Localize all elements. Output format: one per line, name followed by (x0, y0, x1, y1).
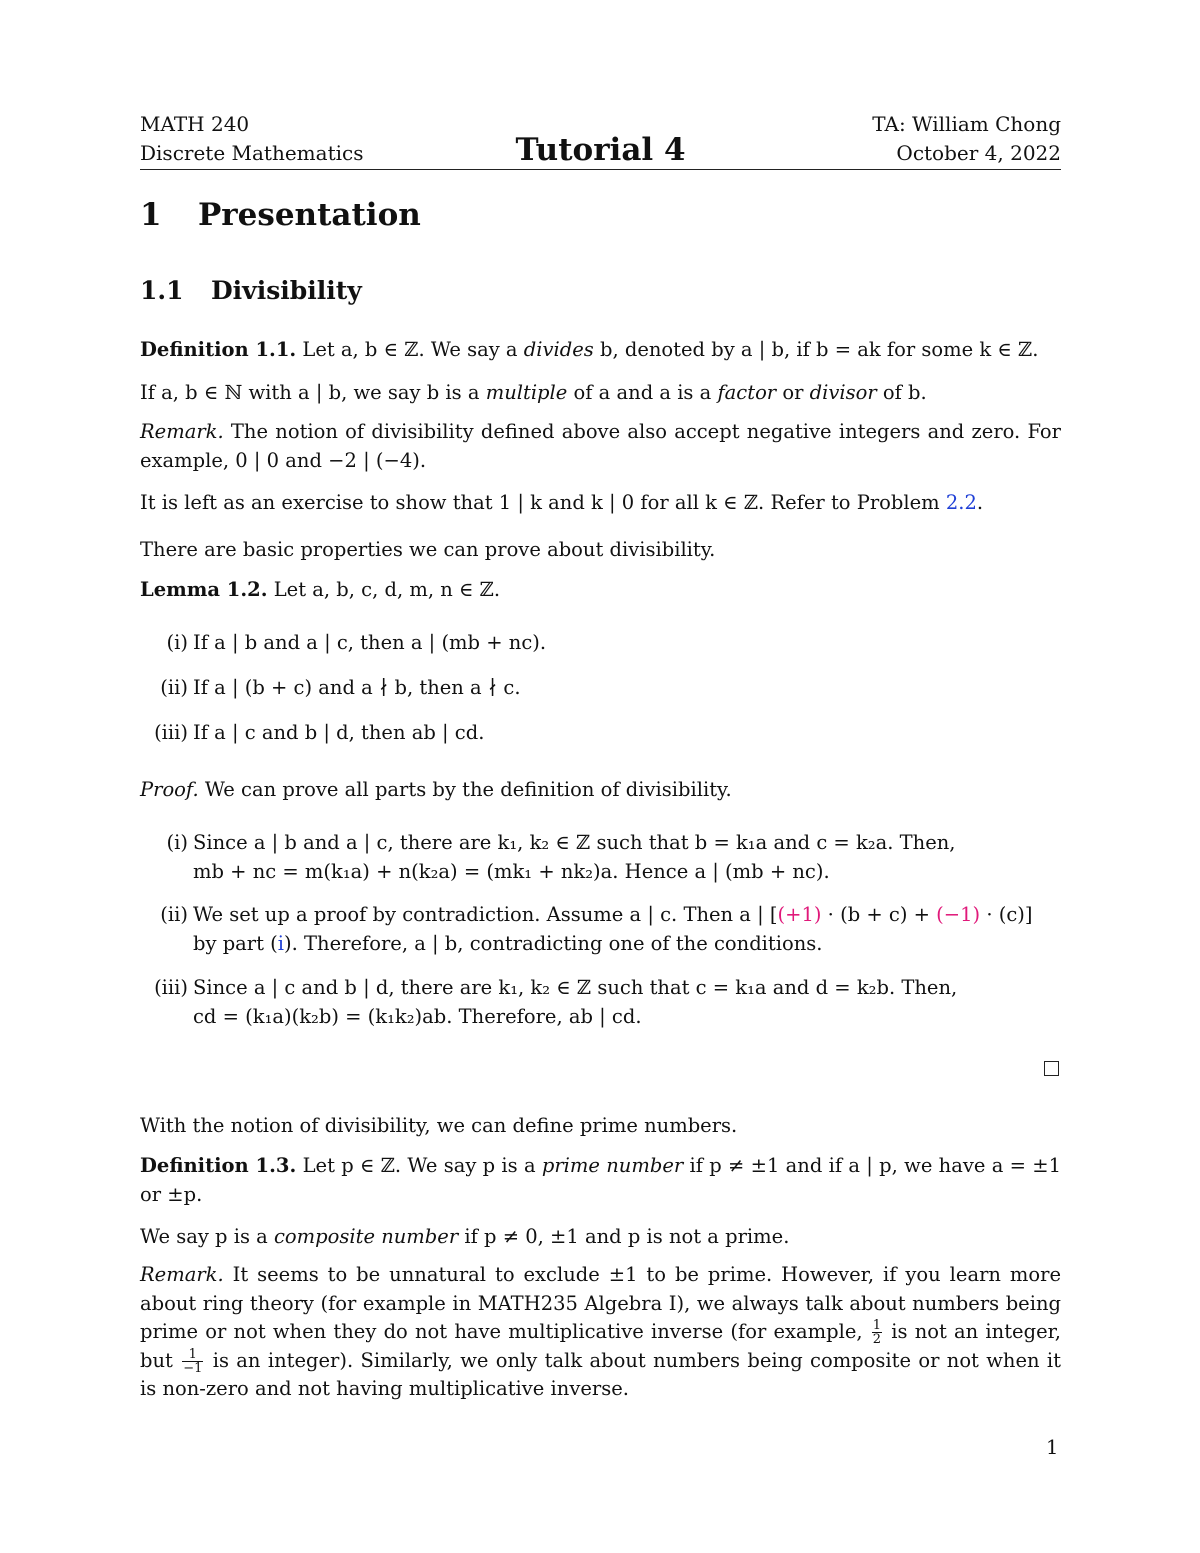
item-label: (i) (166, 631, 188, 654)
remark-1 (140, 418, 1061, 475)
term-divisor: divisor (809, 381, 877, 404)
item-line: Since a | b and a | c, there are k₁, k₂ ∈ ℤ such that b = k₁a and c = k₂a. Then, (193, 831, 956, 854)
remark-label: Remark. (140, 1263, 224, 1286)
text: of b. (876, 381, 927, 404)
fraction-numerator: 1 (182, 1348, 203, 1362)
term-factor: factor (717, 381, 777, 404)
qed-square-icon (1044, 1061, 1059, 1076)
remark-text: The notion of divisibility defined above also accept negative integers and zero. For example, 0 | 0 and −2 | (−4). (140, 420, 1061, 472)
text: or (776, 381, 810, 404)
text: · (c)] (980, 903, 1033, 926)
section-title: Presentation (198, 197, 421, 233)
term-composite: composite number (274, 1225, 459, 1248)
text: if p ≠ 0, ±1 and p is not a prime. (458, 1225, 790, 1248)
part-reference-link[interactable]: i (277, 932, 285, 955)
item-text: If a | (b + c) and a ∤ b, then a ∤ c. (193, 676, 521, 699)
lemma-label: Lemma 1.2. (140, 578, 268, 601)
definition-label: Definition 1.3. (140, 1154, 297, 1177)
proof-intro (140, 776, 1061, 805)
item-label: (i) (166, 831, 188, 854)
proof-item (140, 829, 1061, 887)
definition-text: b, denoted by a | b, if b = ak for some k ∈ ℤ. (593, 338, 1039, 361)
item-text: If a | c and b | d, then ab | cd. (193, 721, 485, 744)
text: ). Therefore, a | b, contradicting one of the conditions. (284, 932, 823, 955)
coefficient-plus-one: (+1) (777, 903, 822, 926)
definition-term: prime number (541, 1154, 684, 1177)
definition-label: Definition 1.1. (140, 338, 297, 361)
subsection-number: 1.1 (140, 276, 184, 305)
proof-item (140, 901, 1061, 959)
item-label: (ii) (160, 903, 188, 926)
item-line (193, 930, 1061, 959)
text: It is left as an exercise to show that 1 | k and k | 0 for all k ∈ ℤ. Refer to Problem (140, 491, 946, 514)
remark-text: It seems to be unnatural to exclude ±1 to be prime. However, if you learn more about ring theory (for example in MATH235 Algebra I), we always talk about numbers being prime or not when they do not have multiplicative inverse (for example, (140, 1263, 1061, 1343)
item-label: (iii) (154, 976, 188, 999)
proof-item (140, 974, 1061, 1032)
section-heading (140, 197, 421, 233)
proof-text: We can prove all parts by the definition of divisibility. (198, 778, 732, 801)
term-multiple: multiple (485, 381, 568, 404)
proof-label: Proof. (140, 778, 199, 801)
definition-term: divides (523, 338, 594, 361)
definition-1-3 (140, 1152, 1061, 1209)
item-line: Since a | c and b | d, there are k₁, k₂ ∈ ℤ such that c = k₁a and d = k₂b. Then, (193, 976, 958, 999)
paragraph-composite (140, 1223, 1061, 1252)
subsection-title: Divisibility (211, 276, 362, 305)
coefficient-minus-one: (−1) (936, 903, 981, 926)
fraction-denominator: 2 (872, 1332, 882, 1347)
item-line: mb + nc = m(k₁a) + n(k₂a) = (mk₁ + nk₂)a. Hence a | (mb + nc). (193, 860, 830, 883)
item-label: (ii) (160, 676, 188, 699)
definition-1-1 (140, 336, 1061, 365)
text: by part ( (193, 932, 278, 955)
lemma-1-2 (140, 576, 1061, 605)
text: We set up a proof by contradiction. Assume a | c. Then a | [ (193, 903, 778, 926)
course-code: MATH 240 (140, 112, 250, 136)
item-line: cd = (k₁a)(k₂b) = (k₁k₂)ab. Therefore, ab | cd. (193, 1005, 642, 1028)
definition-text: if p ≠ ±1 and if a | p, we have a = ±1 or ±p. (140, 1154, 1061, 1206)
header-rule (140, 169, 1061, 170)
definition-text: Let p ∈ ℤ. We say p is a (296, 1154, 542, 1177)
document-date: October 4, 2022 (896, 141, 1061, 165)
text: . (976, 491, 984, 514)
page-number: 1 (1046, 1436, 1059, 1459)
text: We say p is a (140, 1225, 274, 1248)
item-line (193, 901, 1061, 930)
paragraph-exercise (140, 489, 1061, 518)
remark-label: Remark. (140, 420, 224, 443)
paragraph-prime-intro: With the notion of divisibility, we can define prime numbers. (140, 1114, 738, 1137)
fraction-one-over-minus-one (182, 1348, 203, 1375)
item-text: If a | b and a | c, then a | (mb + nc). (193, 631, 547, 654)
item-label: (iii) (154, 721, 188, 744)
section-number: 1 (140, 197, 162, 233)
fraction-numerator: 1 (872, 1318, 882, 1333)
remark-text: is an integer). Similarly, we only talk about numbers being composite or not when it is non-zero and not having multiplicative inverse. (140, 1348, 1061, 1400)
remark-text: is not an integer, but (140, 1320, 1061, 1372)
text: If a, b ∈ ℕ with a | b, we say b is a (140, 381, 486, 404)
fraction-denominator: −1 (183, 1360, 203, 1376)
document-title: Tutorial 4 (515, 132, 686, 168)
definition-text: Let a, b ∈ ℤ. We say a (302, 338, 524, 361)
problem-reference-link[interactable]: 2.2 (945, 491, 977, 514)
course-name: Discrete Mathematics (140, 141, 364, 165)
fraction-one-half (872, 1319, 882, 1346)
paragraph-basic-properties: There are basic properties we can prove about divisibility. (140, 538, 716, 561)
page-header (140, 112, 1061, 172)
text: of a and a is a (567, 381, 718, 404)
subsection-heading (140, 276, 362, 305)
text: · (b + c) + (821, 903, 937, 926)
remark-2 (140, 1261, 1061, 1404)
paragraph-multiple (140, 379, 1061, 408)
ta-name: TA: William Chong (872, 112, 1061, 136)
lemma-text: Let a, b, c, d, m, n ∈ ℤ. (267, 578, 501, 601)
